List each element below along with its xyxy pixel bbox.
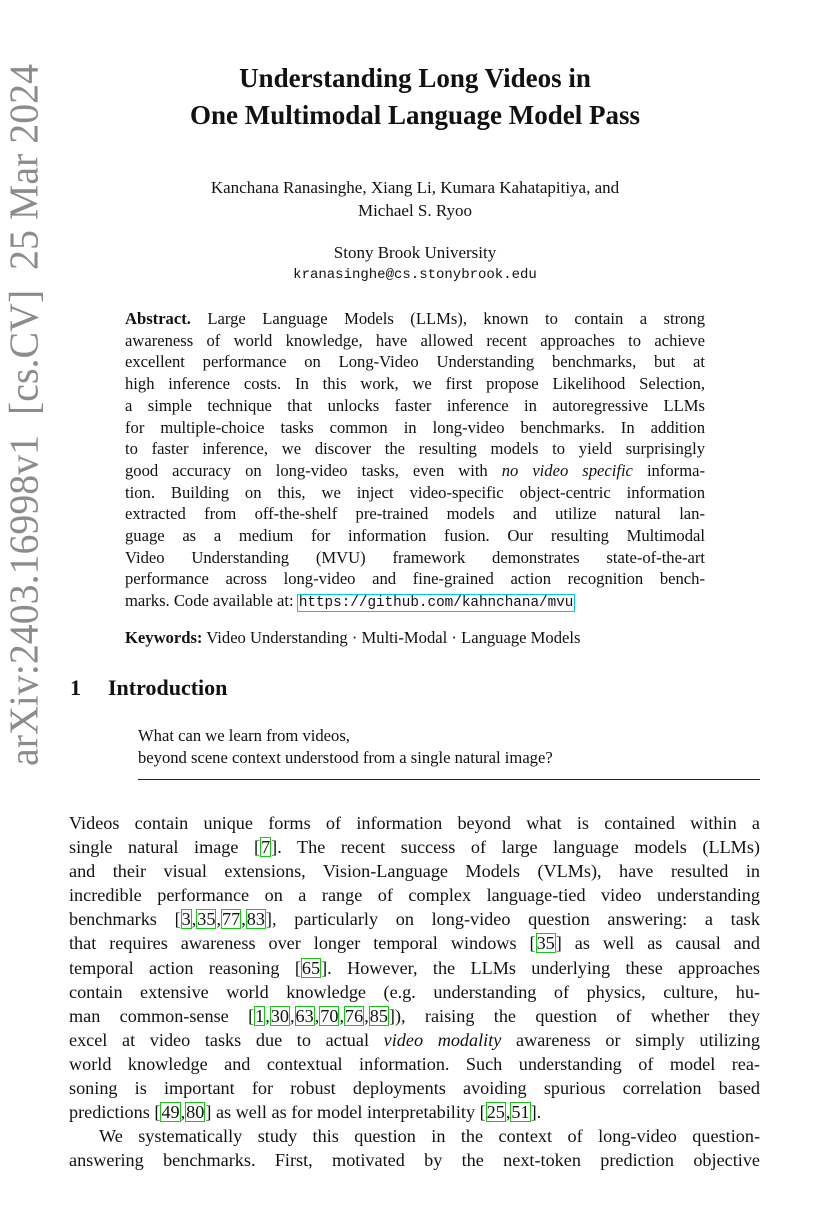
citation-link[interactable]: 25	[486, 1102, 505, 1123]
abstract-line: Video Understanding (MVU) framework demonstrates state-of-the-art	[125, 547, 705, 567]
body-line: We systematically study this question in the context of long-video question-	[99, 1126, 760, 1147]
abstract-line: to faster inference, we discover the resulting models to yield surprisingly	[125, 439, 705, 459]
section-title: Introduction	[108, 675, 228, 700]
body-line: world knowledge and contextual information. Such understanding of model rea-	[69, 1053, 760, 1074]
institution: Stony Brook University	[333, 243, 497, 262]
abstract-line: extracted from off-the-shelf pre-trained models and utilize natural lan-	[125, 504, 705, 524]
keywords-label: Keywords:	[125, 628, 203, 647]
citation-link[interactable]: 80	[186, 1102, 205, 1123]
citation-link[interactable]: 63	[295, 1005, 314, 1026]
emphasis: no video specific	[501, 460, 633, 480]
citation-link[interactable]: 35	[197, 909, 216, 930]
body-line: Videos contain unique forms of information beyond what is contained within a	[69, 813, 760, 833]
abstract-line: guage as a medium for information fusion. Our resulting Multimodal	[125, 526, 705, 546]
abstract-line: high inference costs. In this work, we first propose Likelihood Selection,	[125, 374, 705, 394]
abstract-label: Abstract.	[125, 309, 191, 328]
quote-line-1: What can we learn from videos,	[138, 726, 350, 745]
arxiv-stamp-text: arXiv:2403.16998v1 [cs.CV] 25 Mar 2024	[0, 44, 47, 766]
citation-link[interactable]: 35	[536, 933, 555, 954]
body-line: single natural image [7]. The recent success of large language models (LLMs)	[69, 837, 760, 858]
affiliation-block	[110, 242, 720, 286]
citation-link[interactable]: 49	[161, 1102, 180, 1123]
abstract	[125, 308, 705, 615]
body-line: benchmarks [3,35,77,83], particularly on long-video question answering: a task	[69, 909, 760, 930]
title-line-2: One Multimodal Language Model Pass	[189, 100, 641, 130]
emphasis: video modality	[383, 1029, 502, 1050]
author-list	[110, 176, 720, 222]
citation-link[interactable]: 83	[246, 909, 265, 930]
body-line: man common-sense [1,30,63,70,76,85]), raising the question of whether they	[69, 1005, 760, 1026]
arxiv-identifier-stamp[interactable]	[0, 44, 92, 767]
body-line: answering benchmarks. First, motivated by the next-token prediction objective	[69, 1150, 760, 1171]
epigraph-quote	[138, 725, 738, 769]
citation-link[interactable]: 30	[270, 1005, 289, 1026]
citation-link[interactable]: 65	[301, 957, 321, 978]
citation-link[interactable]: 85	[369, 1005, 388, 1026]
citation-link[interactable]: 3	[181, 909, 191, 930]
abstract-line: Abstract. Large Language Models (LLMs), known to contain a strong	[125, 309, 705, 328]
authors-line-2: Michael S. Ryoo	[357, 201, 473, 220]
code-url-link[interactable]: https://github.com/kahnchana/mvu	[298, 595, 574, 612]
citation-link[interactable]: 51	[511, 1102, 530, 1123]
authors-line-1: Kanchana Ranasinghe, Xiang Li, Kumara Kahatapitiya, and	[210, 178, 620, 197]
horizontal-rule	[138, 779, 760, 780]
citation-link[interactable]: 1	[255, 1005, 265, 1026]
abstract-line: tion. Building on this, we inject video-specific object-centric information	[125, 482, 705, 502]
abstract-line: awareness of world knowledge, have allowed recent approaches to achieve	[125, 330, 705, 350]
paper-title	[110, 60, 720, 134]
quote-line-2: beyond scene context understood from a single natural image?	[138, 748, 553, 767]
abstract-line: performance across long-video and fine-grained action recognition bench-	[125, 569, 705, 589]
body-line: soning is important for robust deployments avoiding spurious correlation based	[69, 1078, 760, 1099]
body-line: temporal action reasoning [65]. However, the LLMs underlying these approaches	[69, 957, 760, 978]
author-email[interactable]: kranasinghe@cs.stonybrook.edu	[293, 267, 537, 283]
citation-link[interactable]: 7	[261, 837, 271, 858]
body-line: excel at video tasks due to actual video modality awareness or simply utilizing	[69, 1029, 760, 1050]
section-number: 1	[70, 675, 81, 700]
body-line: that requires awareness over longer temporal windows [35] as well as causal and	[69, 933, 760, 954]
abstract-line: a simple technique that unlocks faster inference in autoregressive LLMs	[125, 395, 705, 415]
title-line-1: Understanding Long Videos in	[239, 63, 591, 93]
keywords	[125, 627, 705, 649]
citation-link[interactable]: 76	[345, 1005, 364, 1026]
section-heading	[70, 674, 227, 702]
citation-link[interactable]: 70	[320, 1005, 339, 1026]
keywords-text: Video Understanding · Multi-Modal · Language Models	[206, 628, 581, 647]
introduction-body	[69, 811, 760, 1172]
abstract-line: good accuracy on long-video tasks, even with no video specific informa-	[125, 460, 705, 480]
abstract-line: marks. Code available at: https://github.com/kahnchana/mvu	[125, 591, 574, 612]
abstract-line: excellent performance on Long-Video Understanding benchmarks, but at	[125, 352, 705, 372]
body-line: predictions [49,80] as well as for model interpretability [25,51].	[69, 1102, 542, 1123]
abstract-line: for multiple-choice tasks common in long-video benchmarks. In addition	[125, 417, 705, 437]
body-line: and their visual extensions, Vision-Language Models (VLMs), have resulted in	[69, 861, 760, 882]
body-line: contain extensive world knowledge (e.g. understanding of physics, culture, hu-	[69, 981, 760, 1002]
citation-link[interactable]: 77	[222, 909, 241, 930]
body-line: incredible performance on a range of complex language-tied video understanding	[69, 885, 760, 906]
